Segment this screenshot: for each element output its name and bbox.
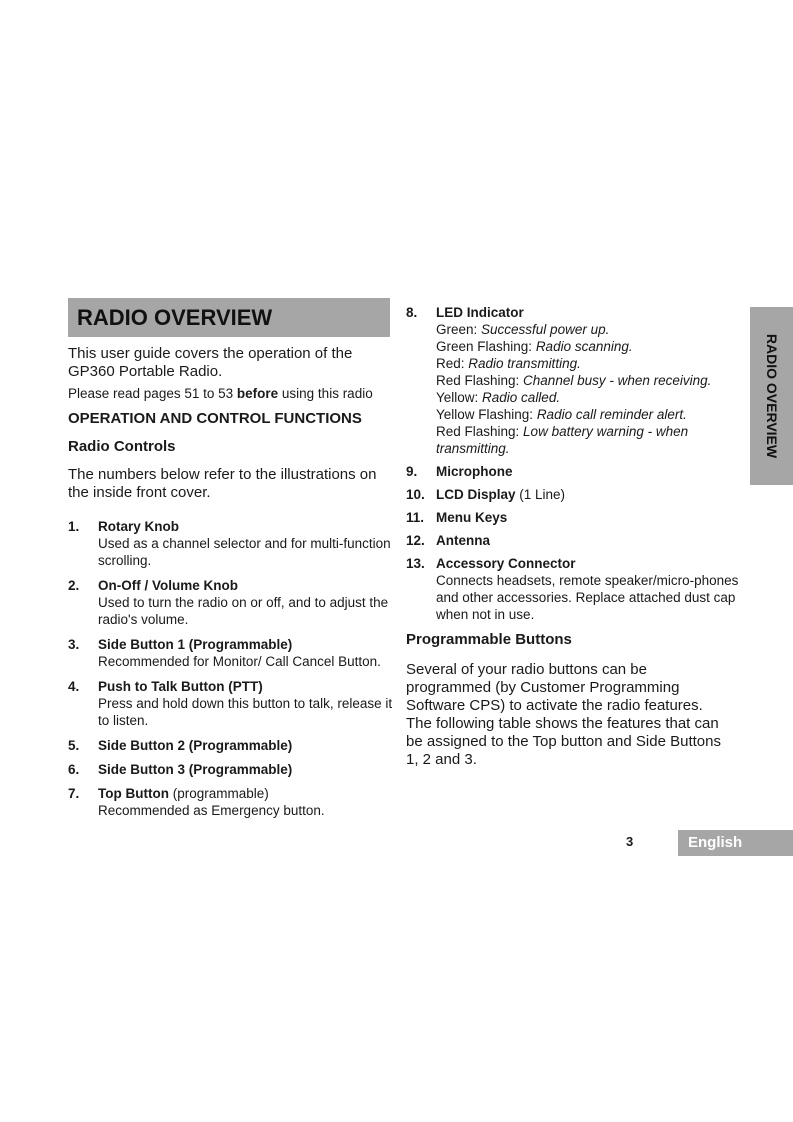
side-section-tab [750,307,793,485]
list-item [68,761,393,778]
led-line-label: Yellow: [436,390,483,405]
section-heading: OPERATION AND CONTROL FUNCTIONS [68,410,362,427]
list-item-description: Used as a channel selector and for multi-function scrolling. [98,536,391,568]
list-item-title: LCD Display [436,487,516,502]
list-item-description: Connects headsets, remote speaker/micro-phones and other accessories. Replace attached dust cap when not in use. [436,573,739,622]
list-item-title-suffix: (1 Line) [515,487,566,502]
list-item-number: 9. [406,464,418,479]
list-item [68,577,393,628]
side-tab-label: RADIO OVERVIEW [763,333,780,459]
list-item-description: Used to turn the radio on or off, and to adjust the radio's volume. [98,595,389,627]
list-item-title: Rotary Knob [98,519,179,534]
read-note-before: Please read pages 51 to 53 [68,386,237,401]
read-note-bold: before [236,386,279,401]
list-item [406,463,746,480]
list-item-number: 3. [68,637,80,652]
led-line-value: Radio scanning. [535,339,633,354]
led-line [436,423,746,457]
list-item-number: 12. [406,533,425,548]
left-column [68,345,393,827]
list-item-title: Side Button 1 (Programmable) [98,637,293,652]
list-item [68,518,393,569]
read-note-after: using this radio [278,386,373,401]
led-line [436,355,746,372]
list-item-description: Recommended for Monitor/ Call Cancel Button. [98,654,381,669]
programmable-heading: Programmable Buttons [406,631,572,648]
list-item-number: 2. [68,578,80,593]
list-item-title: Side Button 2 (Programmable) [98,738,293,753]
led-line [436,321,746,338]
list-item [68,737,393,754]
list-item-description: Recommended as Emergency button. [98,803,325,818]
led-line-value: Low battery warning - when transmitting. [436,424,689,456]
list-item-title: Accessory Connector [436,556,576,571]
list-item-description: Press and hold down this button to talk, release it to listen. [98,696,393,728]
list-item [406,555,746,623]
led-line-label: Yellow Flashing: [436,407,537,422]
list-item-number: 5. [68,738,80,753]
led-line [436,372,746,389]
list-item-number: 8. [406,305,418,320]
list-item [68,678,393,729]
page-title: RADIO OVERVIEW [68,298,390,337]
led-line-value: Successful power up. [481,322,610,337]
controls-heading: Radio Controls [68,438,176,455]
list-item-title: LED Indicator [436,305,524,320]
controls-list [68,518,393,819]
list-item-number: 6. [68,762,80,777]
led-line-label: Green: [436,322,482,337]
list-item-number: 13. [406,556,425,571]
led-line-value: Channel busy - when receiving. [523,373,712,388]
led-line-value: Radio call reminder alert. [536,407,687,422]
right-column [406,304,746,769]
list-item-number: 1. [68,519,80,534]
list-item-number: 7. [68,786,80,801]
list-item-title-suffix: (programmable) [168,786,269,801]
list-item-title: On-Off / Volume Knob [98,578,238,593]
led-line-value: Radio transmitting. [468,356,581,371]
list-item-number: 4. [68,679,80,694]
led-line [436,389,746,406]
page-number: 3 [626,834,634,849]
led-lines [436,321,746,457]
list-item-led [406,304,746,457]
list-item-title: Microphone [436,464,513,479]
led-line-label: Red Flashing: [436,373,524,388]
led-line-label: Red: [436,356,469,371]
led-line [436,406,746,423]
list-item [68,785,393,819]
programmable-text: Several of your radio buttons can be programmed (by Customer Programming Software CPS) to activate the radio features. The following table shows the features that can be assigned to the Top button and Side Buttons 1, 2 and 3. [406,661,721,768]
list-item-title: Antenna [436,533,490,548]
led-line-label: Red Flashing: [436,424,524,439]
list-item [406,486,746,503]
list-item [68,636,393,670]
controls-intro: The numbers below refer to the illustrations on the inside front cover. [68,466,377,501]
list-item [406,532,746,549]
list-item [406,509,746,526]
led-line-label: Green Flashing: [436,339,536,354]
led-line-value: Radio called. [482,390,561,405]
list-item-title: Menu Keys [436,510,508,525]
language-tab: English [678,830,793,856]
list-item-number: 11. [406,510,425,525]
list-item-title: Push to Talk Button (PTT) [98,679,263,694]
intro-text: This user guide covers the operation of the GP360 Portable Radio. [68,345,353,380]
led-line [436,338,746,355]
list-item-title: Side Button 3 (Programmable) [98,762,293,777]
read-note [68,385,393,402]
controls-list-right [406,463,746,623]
list-item-number: 10. [406,487,425,502]
list-item-title: Top Button [98,786,169,801]
